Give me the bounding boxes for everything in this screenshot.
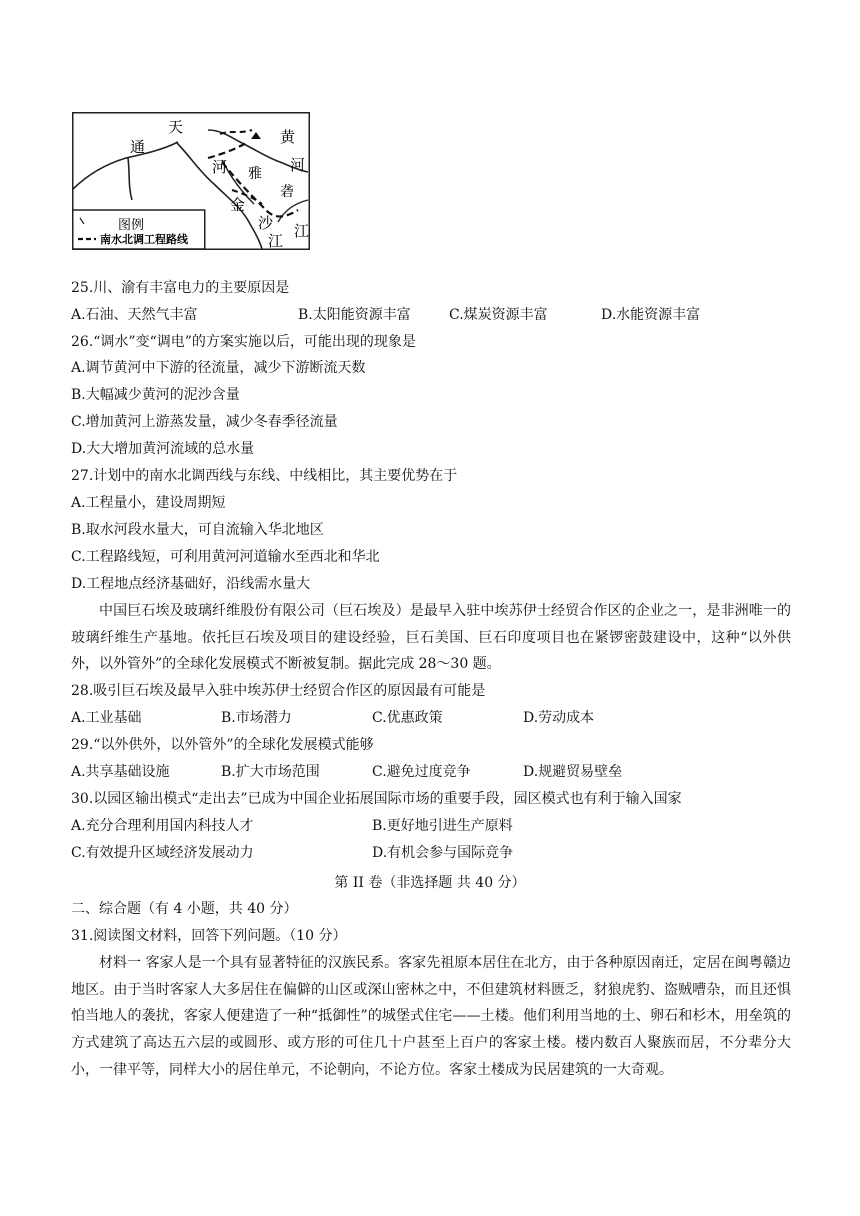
map-label-he2: 河 (290, 156, 306, 174)
map-label-jiang2: 江 (294, 222, 310, 240)
q26-option-a: A.调节黄河中下游的径流量，减少下游断流天数 (71, 360, 366, 376)
q28-option-c: C.优惠政策 (372, 710, 443, 726)
q30-stem: 30.以园区输出模式“走出去”已成为中国企业拓展国际市场的重要手段，园区模式也有利于输入国家 (71, 791, 682, 807)
q26-option-b: B.大幅减少黄河的泥沙含量 (71, 387, 240, 403)
q26-option-c: C.增加黄河上游蒸发量，减少冬春季径流量 (71, 414, 338, 430)
section2-heading: 二、综合题（有 4 小题，共 40 分） (71, 901, 298, 917)
q29-option-d: D.规避贸易壁垒 (523, 764, 623, 780)
q28-option-d: D.劳动成本 (523, 710, 595, 726)
q28-option-a: A.工业基础 (71, 710, 142, 726)
q26-stem: 26.“调水”变“调电”的方案实施以后，可能出现的现象是 (71, 334, 416, 350)
q27-option-b: B.取水河段水量大，可自流输入华北地区 (71, 522, 324, 538)
map-legend-title: 图例 (118, 218, 145, 233)
q27-option-c: C.工程路线短，可利用黄河河道输水至西北和华北 (71, 549, 380, 565)
q30-option-b: B.更好地引进生产原料 (372, 818, 513, 834)
q28-stem: 28.吸引巨石埃及最早入驻中埃苏伊士经贸合作区的原因最有可能是 (71, 683, 486, 699)
material-jushi: 中国巨石埃及玻璃纤维股份有限公司（巨石埃及）是最早入驻中埃苏伊士经贸合作区的企业之一，是非洲唯一的玻璃纤维生产基地。依托巨石埃及项目的建设经验，巨石美国、巨石印度项目也在紧锣密鼓建设中，这种“以外供外，以外管外”的全球化发展模式不断被复制。据此完成 28～30 题。 (71, 603, 791, 673)
q26-option-d: D.大大增加黄河流域的总水量 (71, 441, 255, 457)
q25-option-d: D.水能资源丰富 (601, 307, 701, 323)
q25-option-c: C.煤炭资源丰富 (449, 307, 548, 323)
q29-stem: 29.“以外供外，以外管外”的全球化发展模式能够 (71, 737, 374, 753)
map-label-ya: 雅 (248, 166, 262, 182)
map-label-tong: 通 (130, 138, 146, 156)
q25-option-a: A.石油、天然气丰富 (71, 307, 198, 323)
q27-stem: 27.计划中的南水北调西线与东线、中线相比，其主要优势在于 (71, 468, 458, 484)
route-map (72, 112, 310, 250)
map-label-jiang1: 江 (268, 232, 284, 250)
q27-option-a: A.工程量小，建设周期短 (71, 495, 226, 511)
map-drawing (72, 112, 310, 250)
map-label-lun: 砻 (280, 184, 294, 200)
q30-option-c: C.有效提升区域经济发展动力 (71, 845, 254, 861)
q25-option-b: B.太阳能资源丰富 (298, 307, 411, 323)
map-label-huang: 黄 (280, 128, 296, 146)
map-legend-item: 南水北调工程路线 (100, 233, 188, 246)
q31-stem: 31.阅读图文材料，回答下列问题。（10 分） (71, 928, 347, 944)
map-label-sha: 沙 (258, 214, 274, 232)
q25-stem: 25.川、渝有丰富电力的主要原因是 (71, 280, 290, 296)
map-label-tian: 天 (168, 118, 184, 136)
part2-title: 第 II 卷（非选择题 共 40 分） (334, 875, 526, 891)
q27-option-d: D.工程地点经济基础好，沿线需水量大 (71, 576, 311, 592)
q28-option-b: B.市场潜力 (221, 710, 292, 726)
q30-option-a: A.充分合理利用国内科技人才 (71, 818, 254, 834)
q29-option-b: B.扩大市场范围 (221, 764, 320, 780)
q29-option-c: C.避免过度竞争 (372, 764, 471, 780)
map-label-he1: 河 (212, 158, 228, 176)
q30-option-d: D.有机会参与国际竞争 (372, 845, 514, 861)
map-label-jin: 金 (230, 196, 246, 214)
q29-option-a: A.共享基础设施 (71, 764, 170, 780)
material1-paragraph: 材料一 客家人是一个具有显著特征的汉族民系。客家先祖原本居住在北方，由于各种原因南迁，定居在闽粤赣边地区。由于当时客家人大多居住在偏僻的山区或深山密林之中，不但建筑材料匮乏，豺狼虎豹、盗贼嘈杂，而且还惧怕当地人的袭扰，客家人便建造了一种“抵御性”的城堡式住宅——土楼。他们利用当地的土、卵石和杉木，用垒筑的方式建筑了高达五六层的或圆形、或方形的可住几十户甚至上百户的客家土楼。楼内数百人聚族而居，不分辈分大小，一律平等，同样大小的居住单元，不论朝向，不论方位。客家土楼成为民居建筑的一大奇观。 (71, 955, 791, 1078)
